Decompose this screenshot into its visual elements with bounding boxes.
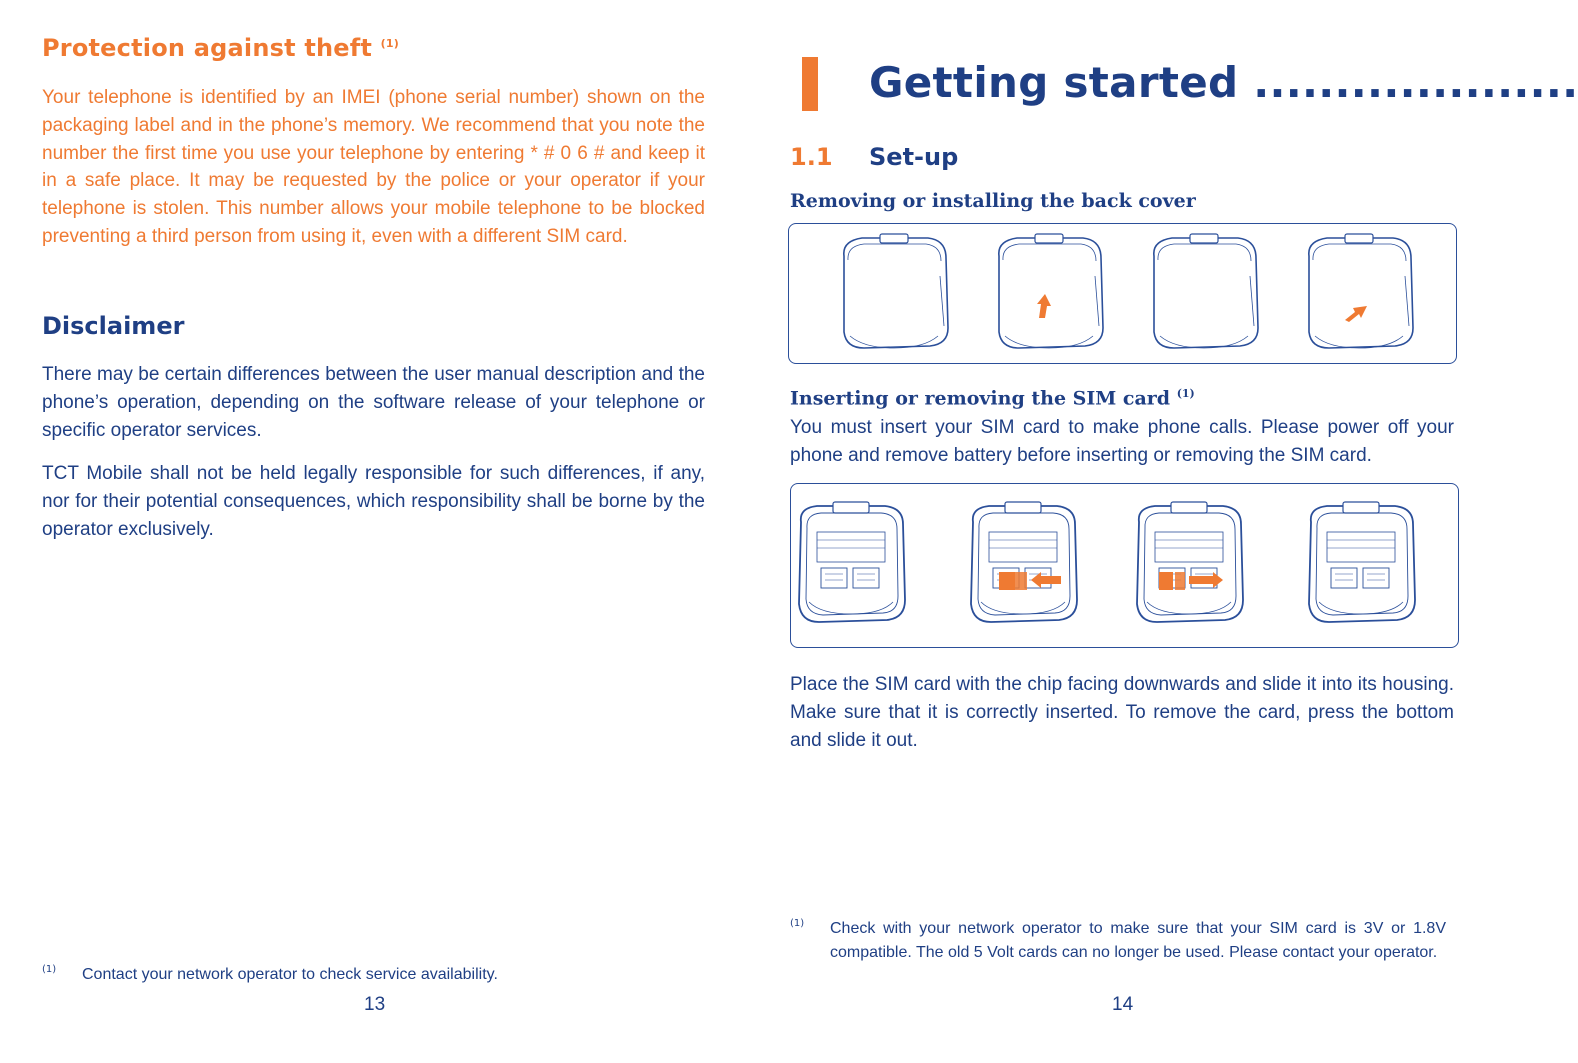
cover-step-1 (844, 234, 948, 348)
right-footnote-text: Check with your network operator to make sure that your SIM card is 3V or 1.8V compatible. The old 5 Volt cards can no longer be used. Please contact your operator. (830, 920, 1446, 961)
sim-body: You must insert your SIM card to make phone calls. Please power off your phone and remove battery before inserting or removing the SIM card. (790, 417, 1454, 466)
cover-step-4 (1309, 234, 1413, 348)
disclaimer-paragraph-2: TCT Mobile shall not be held legally responsible for such differences, if any, nor for their potential consequences, which responsibility shall be borne by the operator exclusively. (42, 463, 705, 540)
sim-footnote-mark: (1) (1176, 387, 1195, 400)
left-page (0, 0, 748, 1063)
place-sim-body: Place the SIM card with the chip facing downwards and slide it into its housing. Make sure that it is correctly inserted. To remove the card, press the bottom and slide it out. (790, 674, 1454, 751)
sim-step-3 (1137, 502, 1243, 622)
protection-heading (42, 34, 399, 62)
back-cover-figure (788, 223, 1457, 364)
cover-step-3 (1154, 234, 1258, 348)
cover-step-2 (999, 234, 1103, 348)
chapter-title: Getting started .................... (869, 58, 1578, 107)
page-number-right: 14 (1112, 994, 1134, 1015)
left-footnote-text: Contact your network operator to check service availability. (82, 966, 498, 983)
sim-card-figure (790, 483, 1459, 648)
left-footnote-mark: (1) (42, 964, 57, 975)
chapter-number-bar (802, 57, 818, 111)
back-cover-heading: Removing or installing the back cover (790, 190, 1196, 212)
section-title: Set-up (869, 143, 959, 171)
protection-footnote-mark: (1) (380, 37, 399, 50)
right-page (748, 0, 1578, 1063)
back-cover-illustration (789, 224, 1456, 363)
sim-heading (790, 387, 1195, 409)
sim-heading-text: Inserting or removing the SIM card (790, 387, 1171, 410)
page-number-left: 13 (364, 994, 386, 1015)
sim-step-4 (1309, 502, 1415, 622)
disclaimer-heading: Disclaimer (42, 312, 185, 340)
sim-step-1 (799, 502, 905, 622)
right-footnote-mark: (1) (790, 918, 805, 929)
sim-illustration (791, 484, 1458, 647)
sim-card-shape (999, 572, 1015, 590)
protection-body: Your telephone is identified by an IMEI (phone serial number) shown on the packaging label and in the phone’s memory. We recommend that you note the number the first time you use your telephone by entering * # 0 6 # and keep it in a safe place. It may be requested by the police or your operator if your telephone is stolen. This number allows your mobile telephone to be blocked preventing a third person from using it, even with a different SIM card. (42, 87, 705, 247)
protection-heading-text: Protection against theft (42, 34, 373, 62)
sim-step-2 (971, 502, 1077, 622)
section-number: 1.1 (790, 143, 833, 171)
disclaimer-paragraph-1: There may be certain differences between the user manual description and the phone’s operation, depending on the software release of your telephone or specific operator services. (42, 364, 705, 441)
